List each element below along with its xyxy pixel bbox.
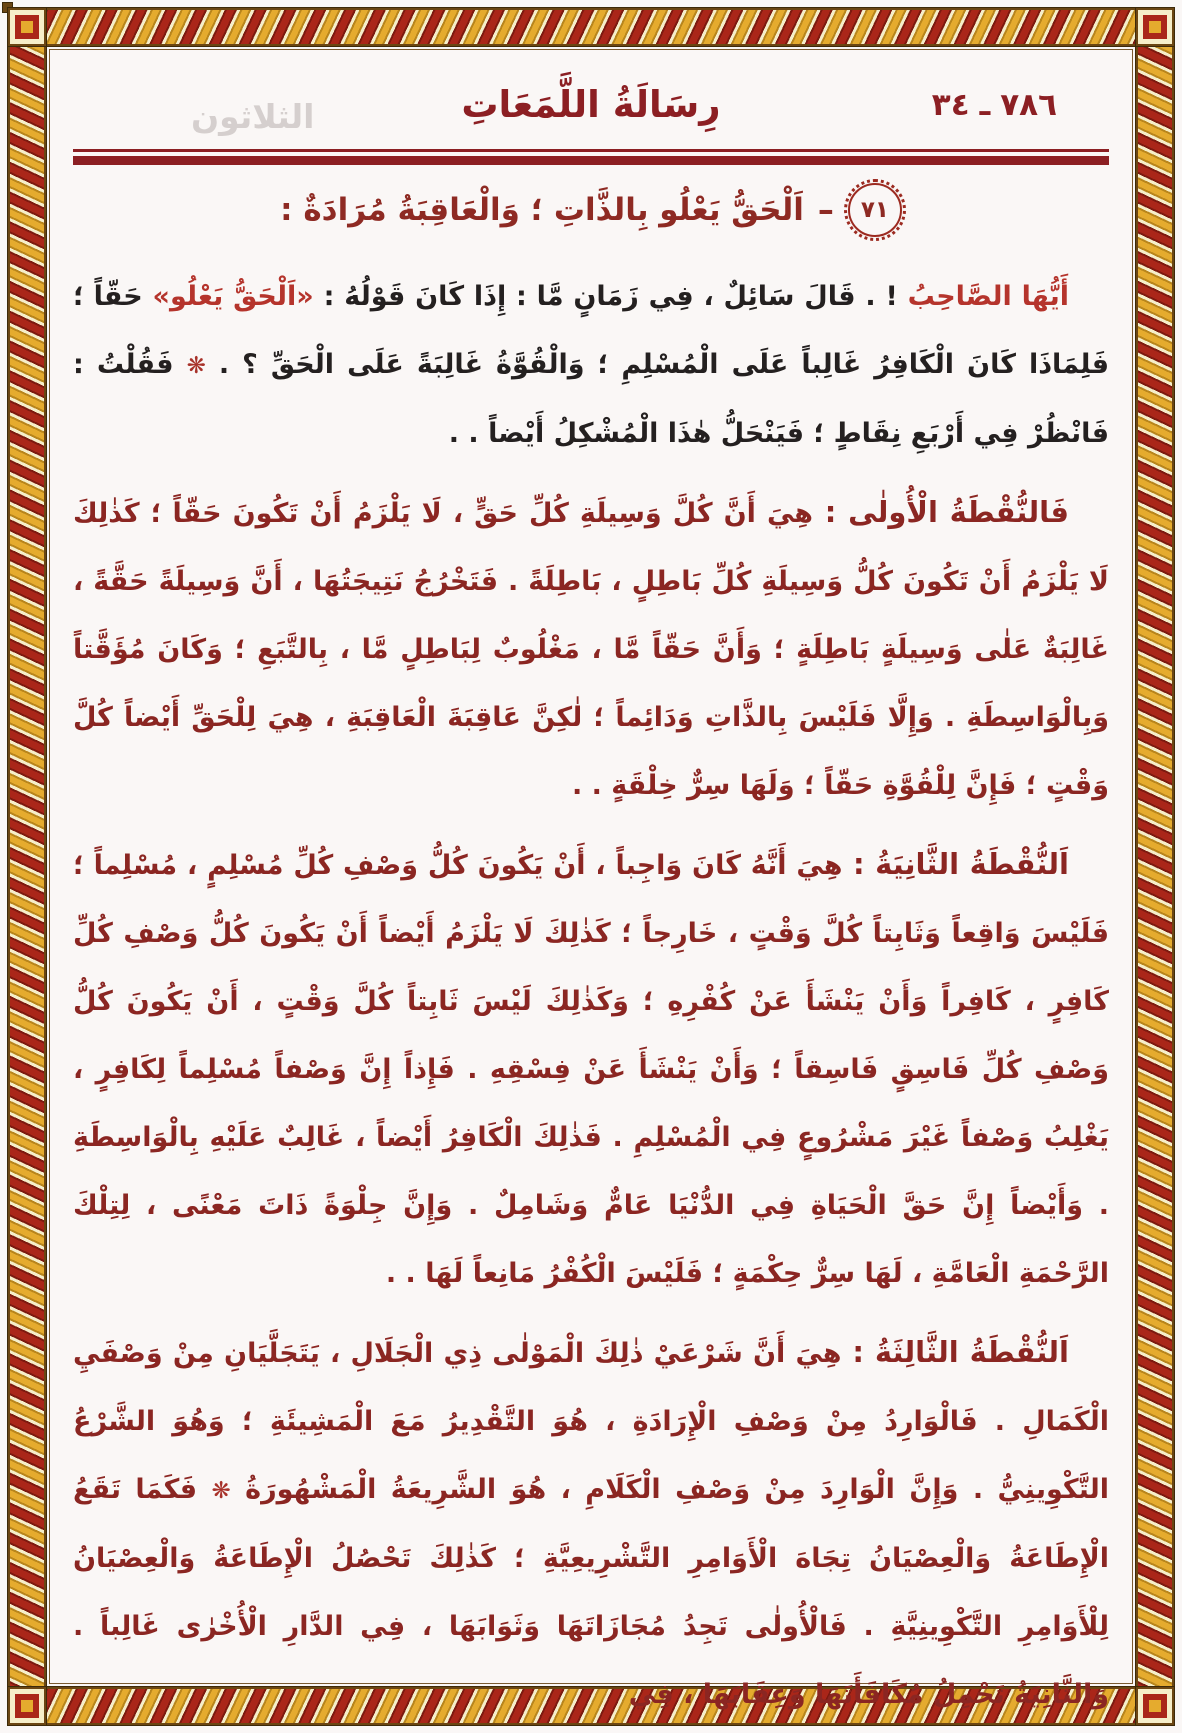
show-through-ghost-text: الثلاثون	[191, 97, 315, 136]
highlighted-text-run: أَيُّهَا الصَّاحِبُ	[907, 281, 1069, 312]
paragraph-second-point	[73, 830, 1109, 1308]
section-heading	[73, 183, 1109, 237]
page-header	[73, 59, 1109, 145]
paragraph-first-point	[73, 478, 1109, 820]
header-rule-thin	[73, 149, 1109, 152]
text-run: هِيَ أَنَّهُ كَانَ وَاجِباً ، أَنْ يَكُونَ كُلُّ وَصْفِ كُلِّ مُسْلِمٍ ، مُسْلِماً ؛ فَلَيْسَ وَاقِعاً وَثَابِتاً كُلَّ وَقْتٍ ، خَارِجاً ؛ كَذٰلِكَ لَا يَلْزَمُ أَيْضاً أَنْ يَكُونَ كُلُّ وَصْفِ كُلِّ كَافِرٍ ، كَافِراً وَأَنْ يَنْشَأَ عَنْ كُفْرِهِ ؛ وَكَذٰلِكَ لَيْسَ ثَابِتاً كُلَّ وَقْتٍ ، أَنْ يَكُونَ كُلُّ وَصْفِ كُلِّ فَاسِقٍ فَاسِقاً ؛ وَأَنْ يَنْشَأَ عَنْ فِسْقِهِ . فَإِذاً إِنَّ وَصْفاً مُسْلِماً لِكَافِرٍ ، يَغْلِبُ وَصْفاً غَيْرَ مَشْرُوعٍ فِي الْمُسْلِمِ . فَذٰلِكَ الْكَافِرُ أَيْضاً ، غَالِبٌ عَلَيْهِ بِالْوَاسِطَةِ . وَأَيْضاً إِنَّ حَقَّ الْحَيَاةِ فِي الدُّنْيَا عَامٌّ وَشَامِلٌ . وَإِنَّ جِلْوَةً ذَاتَ مَعْنًى ، لِتِلْكَ الرَّحْمَةِ الْعَامَّةِ ، لَهَا سِرٌّ حِكْمَةٍ ؛ فَلَيْسَ الْكُفْرُ مَانِعاً لَهَا . .	[73, 850, 1109, 1289]
paragraph-third-point	[73, 1318, 1109, 1729]
section-number-medallion: ٧١	[848, 183, 902, 237]
body-text	[73, 263, 1109, 1729]
frame-corner-top-left	[8, 8, 46, 46]
paragraph-lead-in: اَلنُّقْطَةُ الثَّانِيَةُ :	[842, 847, 1069, 881]
frame-border-top	[44, 8, 1138, 46]
text-run: هِيَ أَنَّ كُلَّ وَسِيلَةِ كُلِّ حَقٍّ ، لَا يَلْزَمُ أَنْ تَكُونَ حَقّاً ؛ كَذٰلِكَ لَا يَلْزَمُ أَنْ تَكُونَ كُلُّ وَسِيلَةِ كُلِّ بَاطِلٍ ، بَاطِلَةً . فَتَخْرُجُ نَتِيجَتُهَا ، أَنَّ وَسِيلَةً حَقَّةً ، غَالِبَةٌ عَلٰى وَسِيلَةٍ بَاطِلَةٍ ؛ وَأَنَّ حَقّاً مَّا ، مَغْلُوبٌ لِبَاطِلٍ مَّا ، بِالتَّبَعِ ؛ وَكَانَ مُؤَقَّتاً وَبِالْوَاسِطَةِ . وَإِلَّا فَلَيْسَ بِالذَّاتِ وَدَائِماً ؛ لٰكِنَّ عَاقِبَةَ الْعَاقِبَةِ ، هِيَ لِلْحَقِّ أَيْضاً كُلَّ وَقْتٍ ؛ فَإِنَّ لِلْقُوَّةِ حَقّاً ؛ وَلَهَا سِرٌّ خِلْقَةٍ . .	[73, 498, 1109, 801]
text-run: فَكَمَا تَقَعُ الْإِطَاعَةُ وَالْعِصْيَانُ تِجَاهَ الْأَوَامِرِ التَّشْرِيعِيَّةِ ؛ كَذٰلِكَ تَحْصُلُ الْإِطَاعَةُ وَالْعِصْيَانُ لِلْأَوَامِرِ التَّكْوِينِيَّةِ . فَالْأُولٰى تَجِدُ مُجَازَاتَهَا وَثَوَابَهَا ، فِي الدَّارِ الْأُخْرٰى غَالِباً . وَالثَّانِيَةُ تَحْمِلُ مُكَافَأَتَهَا وَعِقَابَهَا ، فِي	[73, 1474, 1109, 1710]
frame-border-left	[8, 8, 46, 1725]
frame-corner-bottom-right	[1136, 1687, 1174, 1725]
rosette-ornament: ❋	[211, 1478, 231, 1504]
page-number	[932, 87, 1057, 123]
page-number-separator: ـ	[979, 87, 991, 123]
rosette-ornament: ❋	[186, 353, 206, 379]
book-title: رِسَالَةُ اللَّمَعَاتِ	[461, 83, 721, 126]
paragraph-question	[73, 263, 1109, 468]
page-number-value: ٧٨٦	[1000, 87, 1057, 123]
paragraph-lead-in: فَالنُّقْطَةُ الْأُولٰى :	[813, 495, 1069, 529]
text-run: ! . قَالَ سَائِلٌ ، فِي زَمَانٍ مَّا : إِذَا كَانَ قَوْلُهُ :	[313, 281, 908, 312]
frame-corner-bottom-left	[8, 1687, 46, 1725]
frame-border-right	[1136, 8, 1174, 1725]
text-run: هِيَ أَنَّ شَرْعَيْ ذٰلِكَ الْمَوْلٰى ذِي الْجَلَالِ ، يَتَجَلَّيَانِ مِنْ وَصْفَيِ الْكَمَالِ . فَالْوَارِدُ مِنْ وَصْفِ الْإِرَادَةِ ، هُوَ التَّقْدِيرُ مَعَ الْمَشِيئَةِ ؛ وَهُوَ الشَّرْعُ التَّكْوِينِيُّ . وَإِنَّ الْوَارِدَ مِنْ وَصْفِ الْكَلَامِ ، هُوَ الشَّرِيعَةُ الْمَشْهُورَةُ	[73, 1338, 1109, 1505]
section-dash: –	[817, 191, 834, 229]
text-run: حَقّاً ؛ فَلِمَاذَا كَانَ الْكَافِرُ غَالِباً عَلَى الْمُسْلِمِ ؛ وَالْقُوَّةُ غَالِبَةً عَلَى الْحَقِّ ؟ .	[73, 281, 1109, 380]
section-title: اَلْحَقُّ يَعْلُو بِالذَّاتِ ؛ وَالْعَاقِبَةُ مُرَادَةٌ :	[280, 192, 804, 228]
paragraph-lead-in: اَلنُّقْطَةُ الثَّالِثَةُ :	[841, 1335, 1069, 1369]
header-rule-thick	[73, 156, 1109, 165]
text-run: فَقُلْتُ : فَانْظُرْ فِي أَرْبَعِ نِقَاطٍ ؛ فَيَنْحَلُّ هٰذَا الْمُشْكِلُ أَيْضاً . .	[73, 349, 1109, 449]
page-content	[51, 51, 1131, 1710]
highlighted-text-run: «اَلْحَقُّ يَعْلُو»	[152, 281, 314, 312]
frame-corner-top-right	[1136, 8, 1174, 46]
page-number-section: ٣٤	[931, 87, 970, 123]
